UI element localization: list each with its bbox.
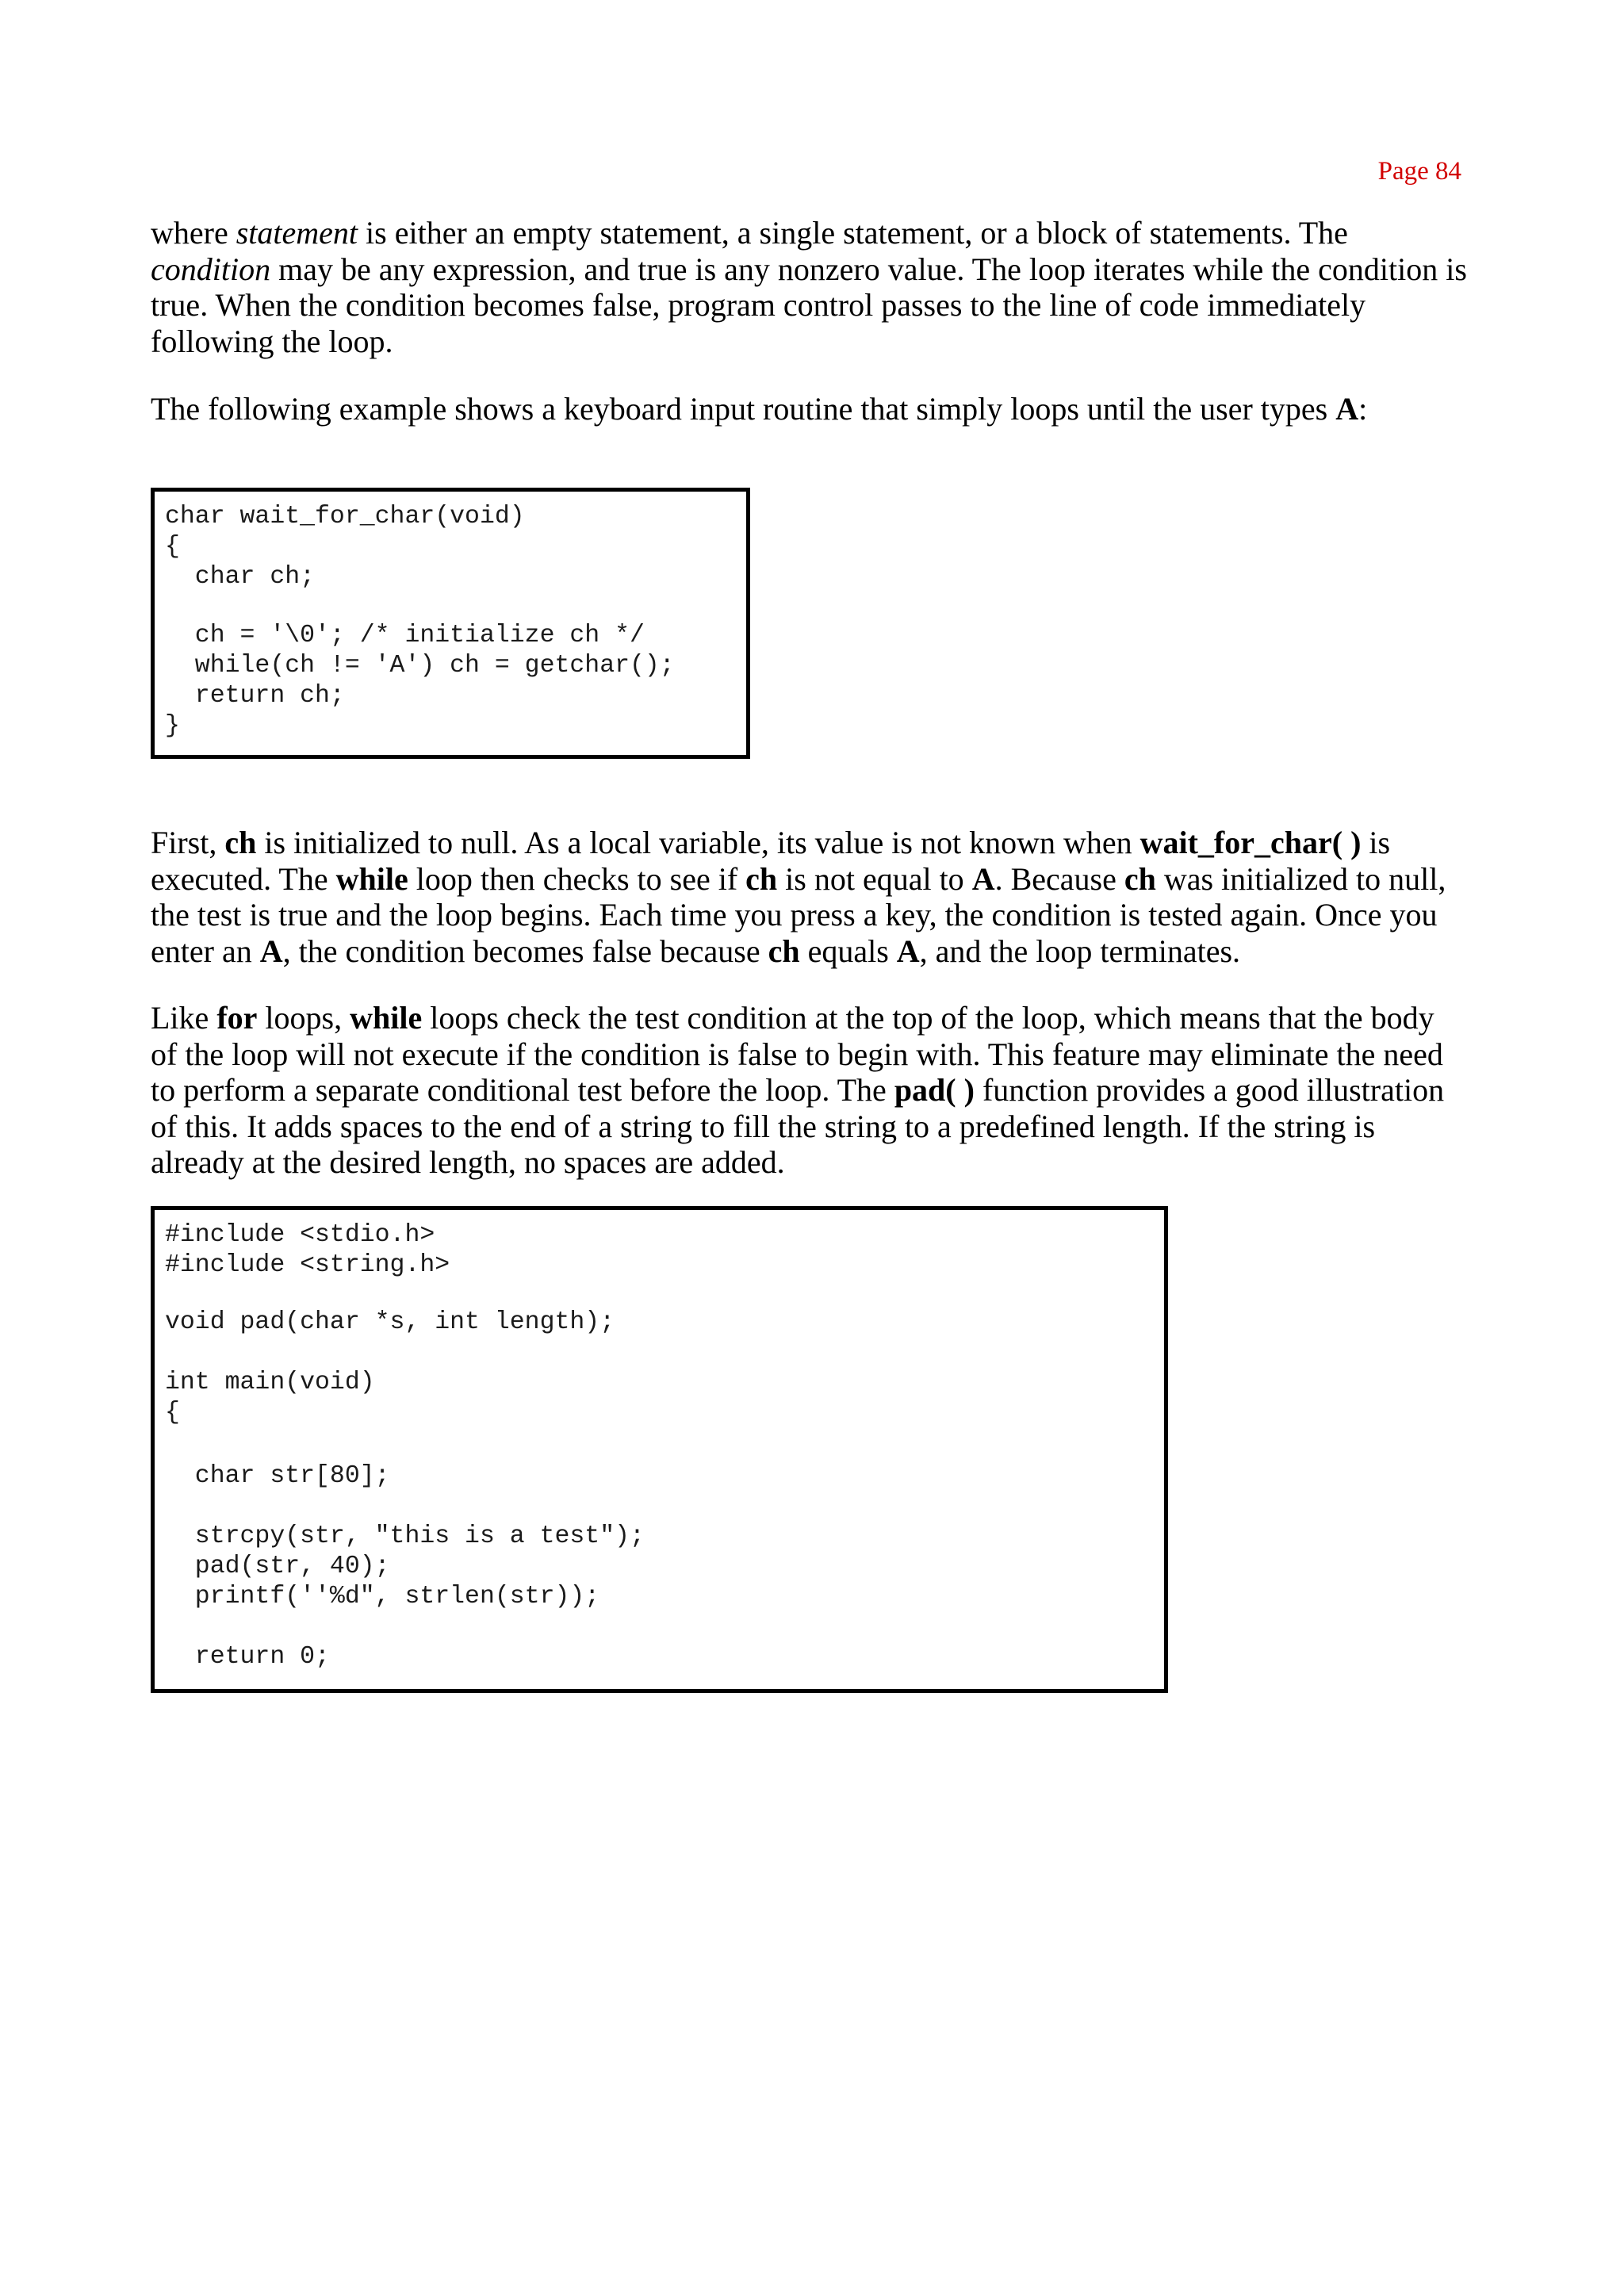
code-line: return 0;	[165, 1643, 330, 1671]
code-block-pad-example	[151, 1206, 1168, 1693]
paragraph-example-intro: The following example shows a keyboard input routine that simply loops until the user types A:	[151, 391, 1368, 427]
paragraph-explanation: First, ch is initialized to null. As a local variable, its value is not known when wait_for_char( ) is executed. The while loop then checks to see if ch is not equal to A. Because ch was initialized to null, the test is true and the loop begins. Each time you press a key, the condition is tested again. Once you enter an A, the condition becomes false because ch equals A, and the loop terminates.	[151, 825, 1446, 969]
code-line: char ch;	[165, 563, 316, 591]
code-line: strcpy(str, "this is a test");	[165, 1522, 645, 1550]
paragraph-statement-definition: where statement is either an empty statement, a single statement, or a block of statements. The condition may be any expression, and true is any nonzero value. The loop iterates while the condition is true. When the condition becomes false, program control passes to the line of code immediately following the loop.	[151, 215, 1467, 359]
code-block-wait-for-char	[151, 488, 750, 759]
code-line: #include <string.h>	[165, 1251, 450, 1279]
code-line: {	[165, 1399, 180, 1427]
code-line: printf(''%d", strlen(str));	[165, 1583, 600, 1610]
code-line: {	[165, 533, 180, 561]
code-line: while(ch != 'A') ch = getchar();	[165, 652, 675, 680]
code-line: char wait_for_char(void)	[165, 503, 525, 530]
code-line: ch = '\0'; /* initialize ch */	[165, 622, 645, 649]
code-line: void pad(char *s, int length);	[165, 1308, 615, 1336]
code-line: int main(void)	[165, 1369, 375, 1396]
code-line: return ch;	[165, 682, 345, 710]
code-line: }	[165, 712, 180, 740]
code-line: #include <stdio.h>	[165, 1221, 435, 1249]
page-number: Page 84	[1377, 157, 1461, 186]
code-line: char str[80];	[165, 1462, 390, 1490]
paragraph-pad-intro: Like for loops, while loops check the test condition at the top of the loop, which means that the body of the loop will not execute if the condition is false to begin with. This feature may eliminate the need to perform a separate conditional test before the loop. The pad( ) function provides a good illustration of this. It adds spaces to the end of a string to fill the string to a predefined length. If the string is already at the desired length, no spaces are added.	[151, 1000, 1445, 1180]
code-line: pad(str, 40);	[165, 1553, 390, 1580]
